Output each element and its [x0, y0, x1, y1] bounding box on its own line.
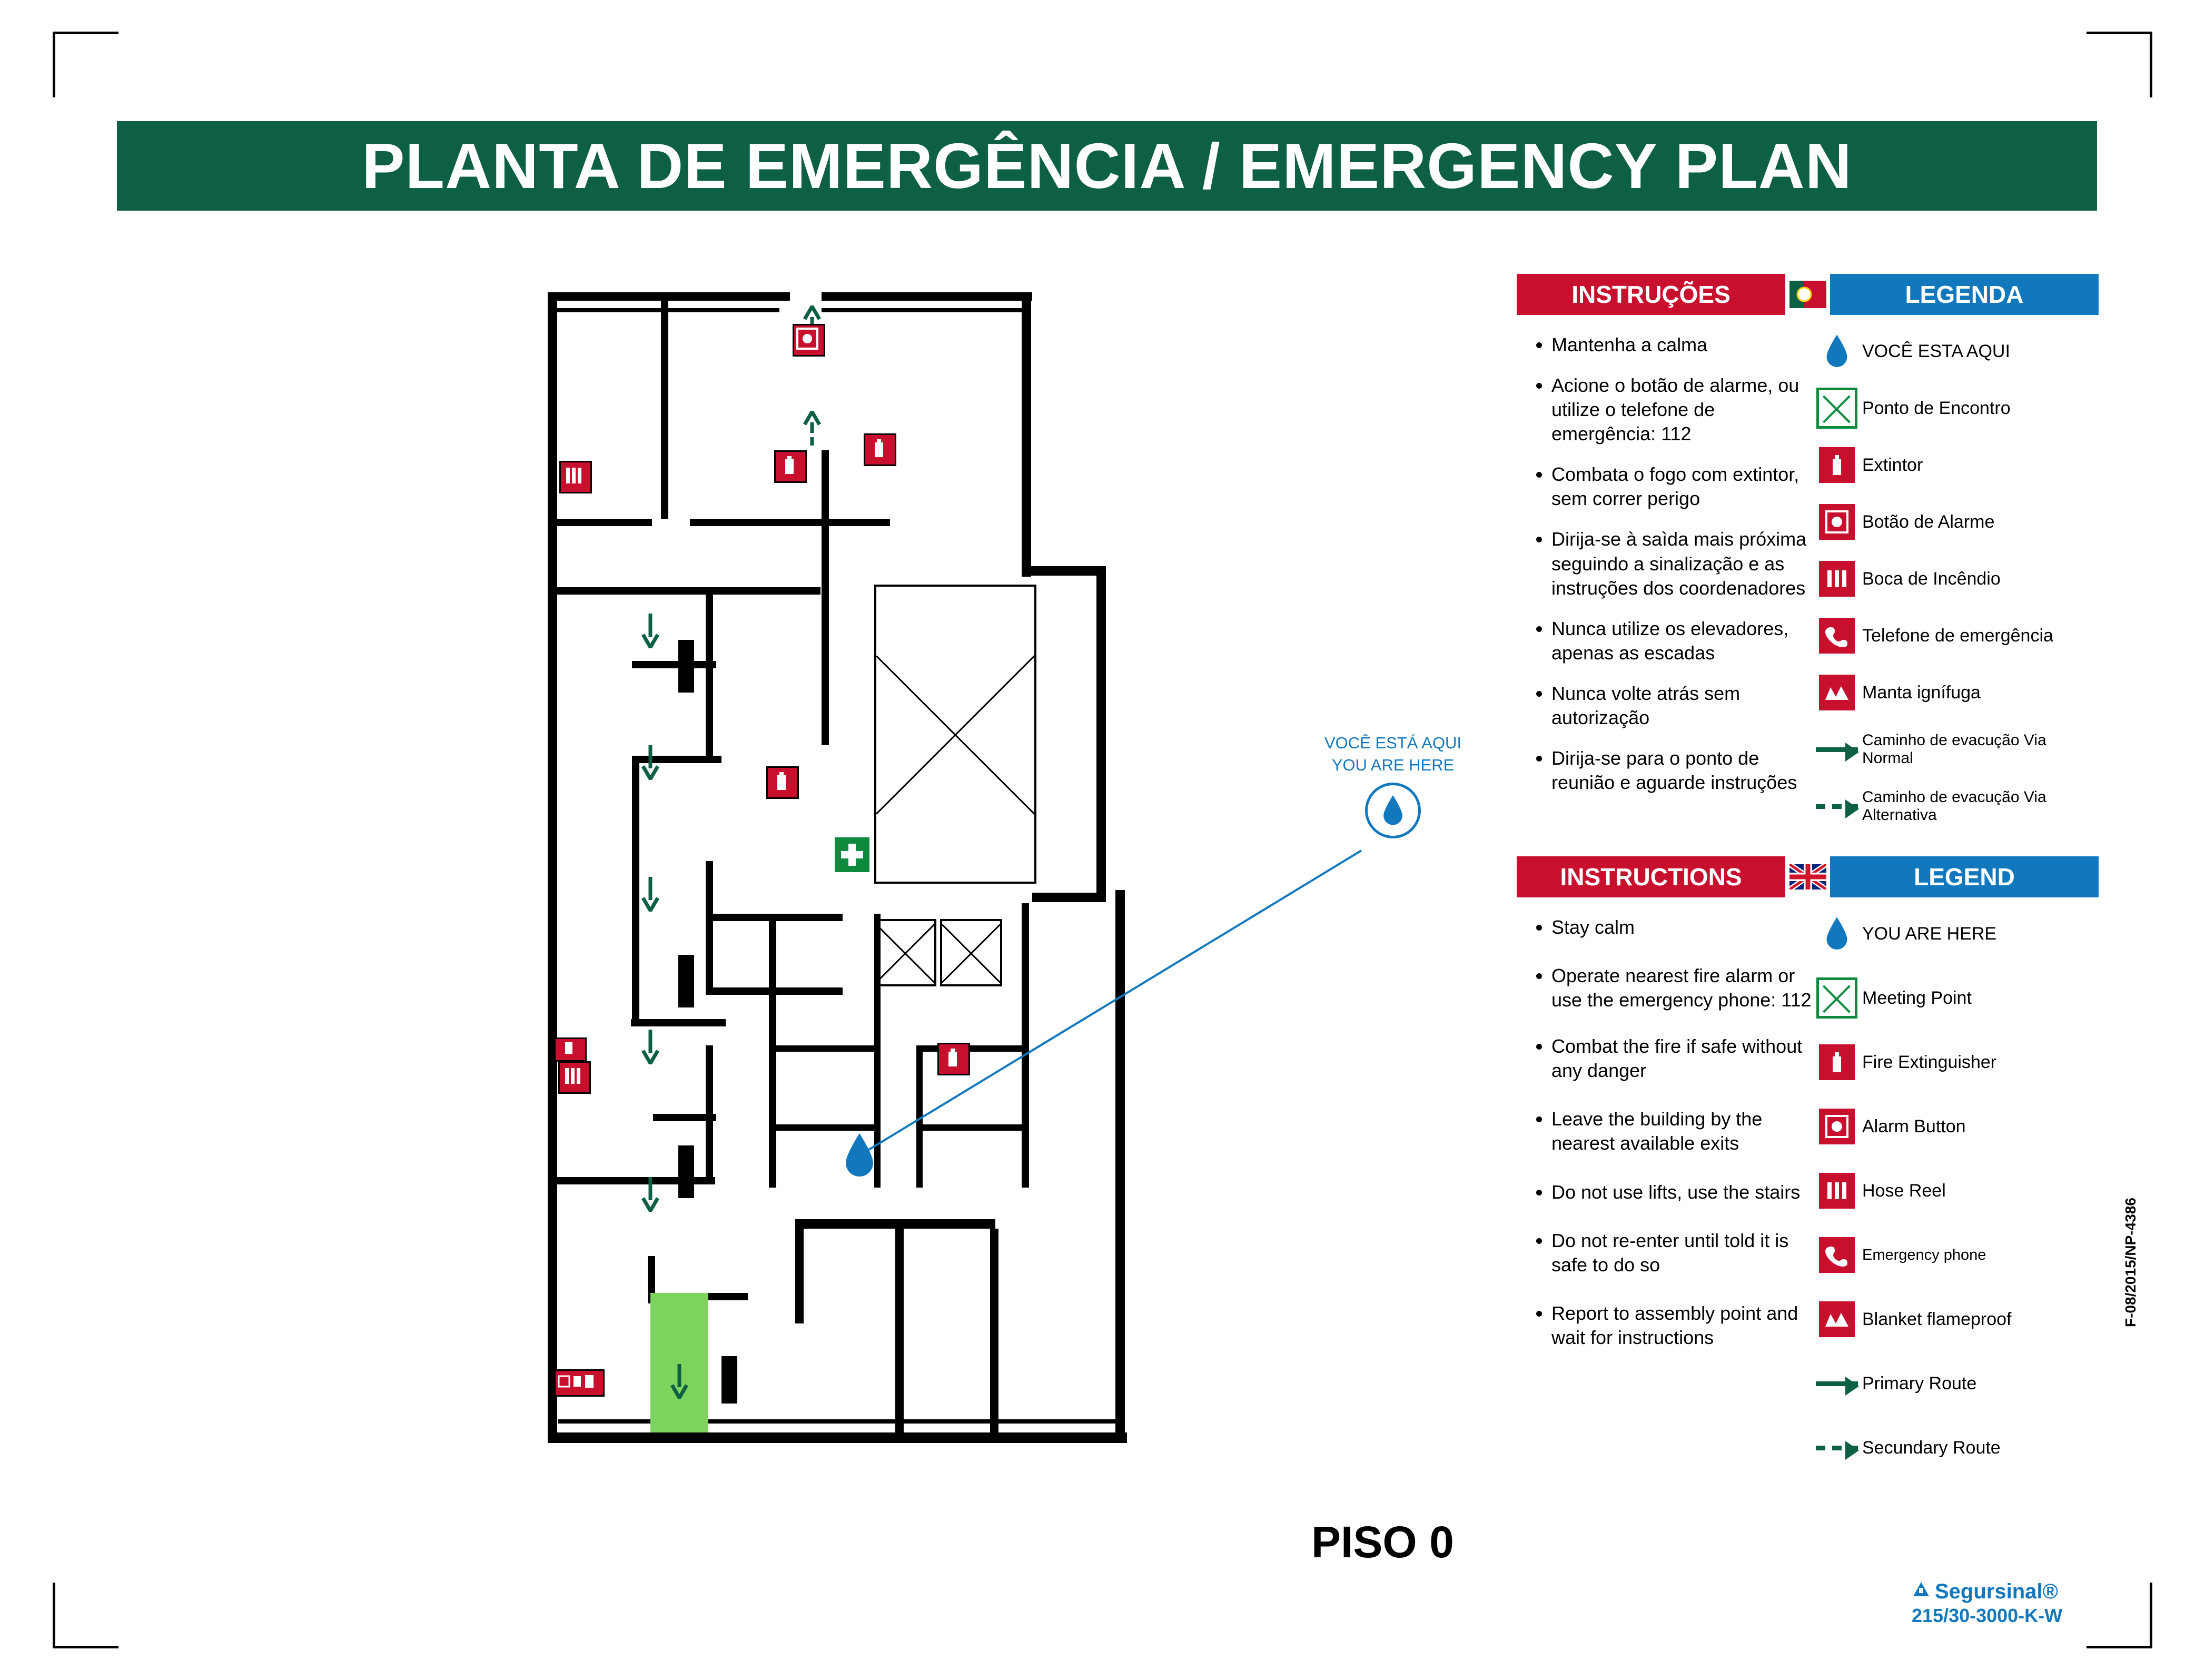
fire-extinguisher-icon — [1812, 442, 1862, 488]
brand-block — [1912, 1580, 2062, 1627]
you-are-here-drop-icon — [1812, 911, 1862, 956]
legend-row — [1812, 613, 2099, 658]
legend-label: Manta ignífuga — [1862, 682, 1981, 703]
list-item: • Stay calm — [1551, 915, 1812, 940]
instrucoes-title: INSTRUÇÕES — [1517, 274, 1785, 315]
legend-label: Fire Extinguisher — [1862, 1052, 1997, 1072]
header-bar-english — [1517, 856, 2099, 897]
legenda-title: LEGENDA — [1830, 274, 2099, 315]
legend-label: Telefone de emergência — [1862, 625, 2053, 646]
panel-body-english — [1517, 897, 2099, 1482]
primary-route-arrow-icon — [1812, 1361, 1862, 1406]
callout-line-en: YOU ARE HERE — [1331, 755, 1455, 774]
legend-list-pt — [1812, 315, 2099, 841]
list-item: • Leave the building by the nearest available exits — [1551, 1107, 1812, 1155]
callout-leader-line — [548, 292, 1348, 1459]
brand-code: 215/30-3000-K-W — [1912, 1605, 2063, 1627]
primary-route-arrow-icon — [1812, 727, 1862, 772]
legend-row — [1812, 1297, 2099, 1342]
legend-label: Botão de Alarme — [1862, 511, 1995, 532]
instructions-list-en — [1517, 897, 1812, 1482]
floor-plan-drawing — [548, 292, 1185, 1459]
legend-row — [1812, 1040, 2099, 1085]
legend-label: Alarm Button — [1862, 1116, 1966, 1137]
panel-body-portuguese — [1517, 315, 2099, 841]
legend-row — [1812, 386, 2099, 431]
list-item: • Do not use lifts, use the stairs — [1551, 1180, 1812, 1204]
legend-label: VOCÊ ESTA AQUI — [1862, 341, 2010, 361]
legend-row — [1812, 1425, 2099, 1470]
fire-blanket-icon — [1812, 670, 1862, 715]
legend-panel — [1517, 274, 2099, 1482]
legend-label: Primary Route — [1862, 1373, 1977, 1394]
floor-label: PISO 0 — [1311, 1517, 1454, 1567]
legend-row — [1812, 1168, 2099, 1213]
portugal-flag-icon — [1785, 274, 1830, 315]
legend-row — [1812, 911, 2099, 956]
list-item: • Acione o botão de alarme, ou utilize o telefone de emergência: 112 — [1551, 373, 1812, 446]
meeting-point-icon — [1812, 975, 1862, 1021]
hose-reel-icon — [1812, 1168, 1862, 1213]
legend-label: Caminho de evacução Via Alternativa — [1862, 788, 2046, 824]
legend-row — [1812, 1361, 2099, 1406]
fire-blanket-icon — [1812, 1297, 1862, 1342]
legend-row — [1812, 1232, 2099, 1278]
you-are-here-callout — [1306, 732, 1480, 838]
legend-label: Ponto de Encontro — [1862, 398, 2011, 418]
callout-line-pt: VOCÊ ESTÁ AQUI — [1324, 734, 1462, 752]
list-item: • Nunca utilize os elevadores, apenas as escadas — [1551, 617, 1812, 665]
legend-row — [1812, 329, 2099, 374]
list-item: • Dirija-se à saìda mais próxima seguindo a sinalização e as instruções dos coordenadores — [1551, 527, 1812, 600]
brand-name-text: Segursinal® — [1935, 1580, 2058, 1603]
list-item: • Dirija-se para o ponto de reunião e aguarde instruções — [1551, 746, 1812, 795]
crop-mark-top-left — [53, 32, 118, 97]
you-are-here-marker — [1365, 783, 1421, 838]
page-title-banner — [117, 121, 2097, 211]
legend-label: Emergency phone — [1862, 1246, 1986, 1263]
segursinal-logo-icon — [1912, 1580, 1931, 1605]
list-item: • Combata o fogo com extintor, sem correr perigo — [1551, 462, 1812, 511]
legend-list-en — [1812, 897, 2099, 1482]
instructions-list-pt — [1517, 315, 1812, 841]
header-bar-portuguese — [1517, 274, 2099, 315]
legend-label: Caminho de evacução Via Normal — [1862, 732, 2046, 767]
hose-reel-icon — [1812, 556, 1862, 601]
legend-row — [1812, 499, 2099, 545]
legend-row — [1812, 1104, 2099, 1149]
legend-title: LEGEND — [1830, 856, 2099, 897]
crop-mark-top-right — [2087, 32, 2152, 97]
legend-row — [1812, 556, 2099, 601]
legend-row — [1812, 727, 2099, 772]
legend-row — [1812, 670, 2099, 715]
legend-row — [1812, 975, 2099, 1021]
list-item: • Nunca volte atrás sem autorização — [1551, 681, 1812, 730]
list-item: • Report to assembly point and wait for instructions — [1551, 1301, 1812, 1350]
legend-label: Blanket flameproof — [1862, 1309, 2012, 1329]
fire-extinguisher-icon — [1812, 1040, 1862, 1085]
document-reference-code: F-08/2015/NP-4386 — [2122, 1198, 2139, 1327]
list-item: • Combat the fire if safe without any danger — [1551, 1034, 1812, 1083]
crop-mark-bottom-right — [2087, 1583, 2152, 1648]
legend-label: Boca de Incêndio — [1862, 568, 2001, 589]
alarm-button-icon — [1812, 499, 1862, 545]
page-title: PLANTA DE EMERGÊNCIA / EMERGENCY PLAN — [362, 130, 1852, 202]
emergency-phone-icon — [1812, 613, 1862, 658]
legend-label: YOU ARE HERE — [1862, 923, 1997, 944]
instructions-title: INSTRUCTIONS — [1517, 856, 1785, 897]
uk-flag-icon — [1785, 856, 1830, 897]
crop-mark-bottom-left — [53, 1583, 118, 1648]
secondary-route-arrow-icon — [1812, 784, 1862, 829]
list-item: • Mantenha a calma — [1551, 333, 1812, 357]
meeting-point-icon — [1812, 386, 1862, 431]
alarm-button-icon — [1812, 1104, 1862, 1149]
you-are-here-drop-icon — [1812, 329, 1862, 374]
legend-label: Meeting Point — [1862, 987, 1972, 1008]
emergency-phone-icon — [1812, 1232, 1862, 1278]
list-item: • Do not re-enter until told it is safe to do so — [1551, 1229, 1812, 1277]
legend-row — [1812, 784, 2099, 829]
legend-label: Secundary Route — [1862, 1437, 2001, 1458]
list-item: • Operate nearest fire alarm or use the emergency phone: 112 — [1551, 964, 1812, 1012]
legend-row — [1812, 442, 2099, 488]
legend-label: Hose Reel — [1862, 1180, 1946, 1201]
brand-name — [1912, 1580, 2062, 1605]
legend-label: Extintor — [1862, 454, 1923, 475]
secondary-route-arrow-icon — [1812, 1425, 1862, 1470]
